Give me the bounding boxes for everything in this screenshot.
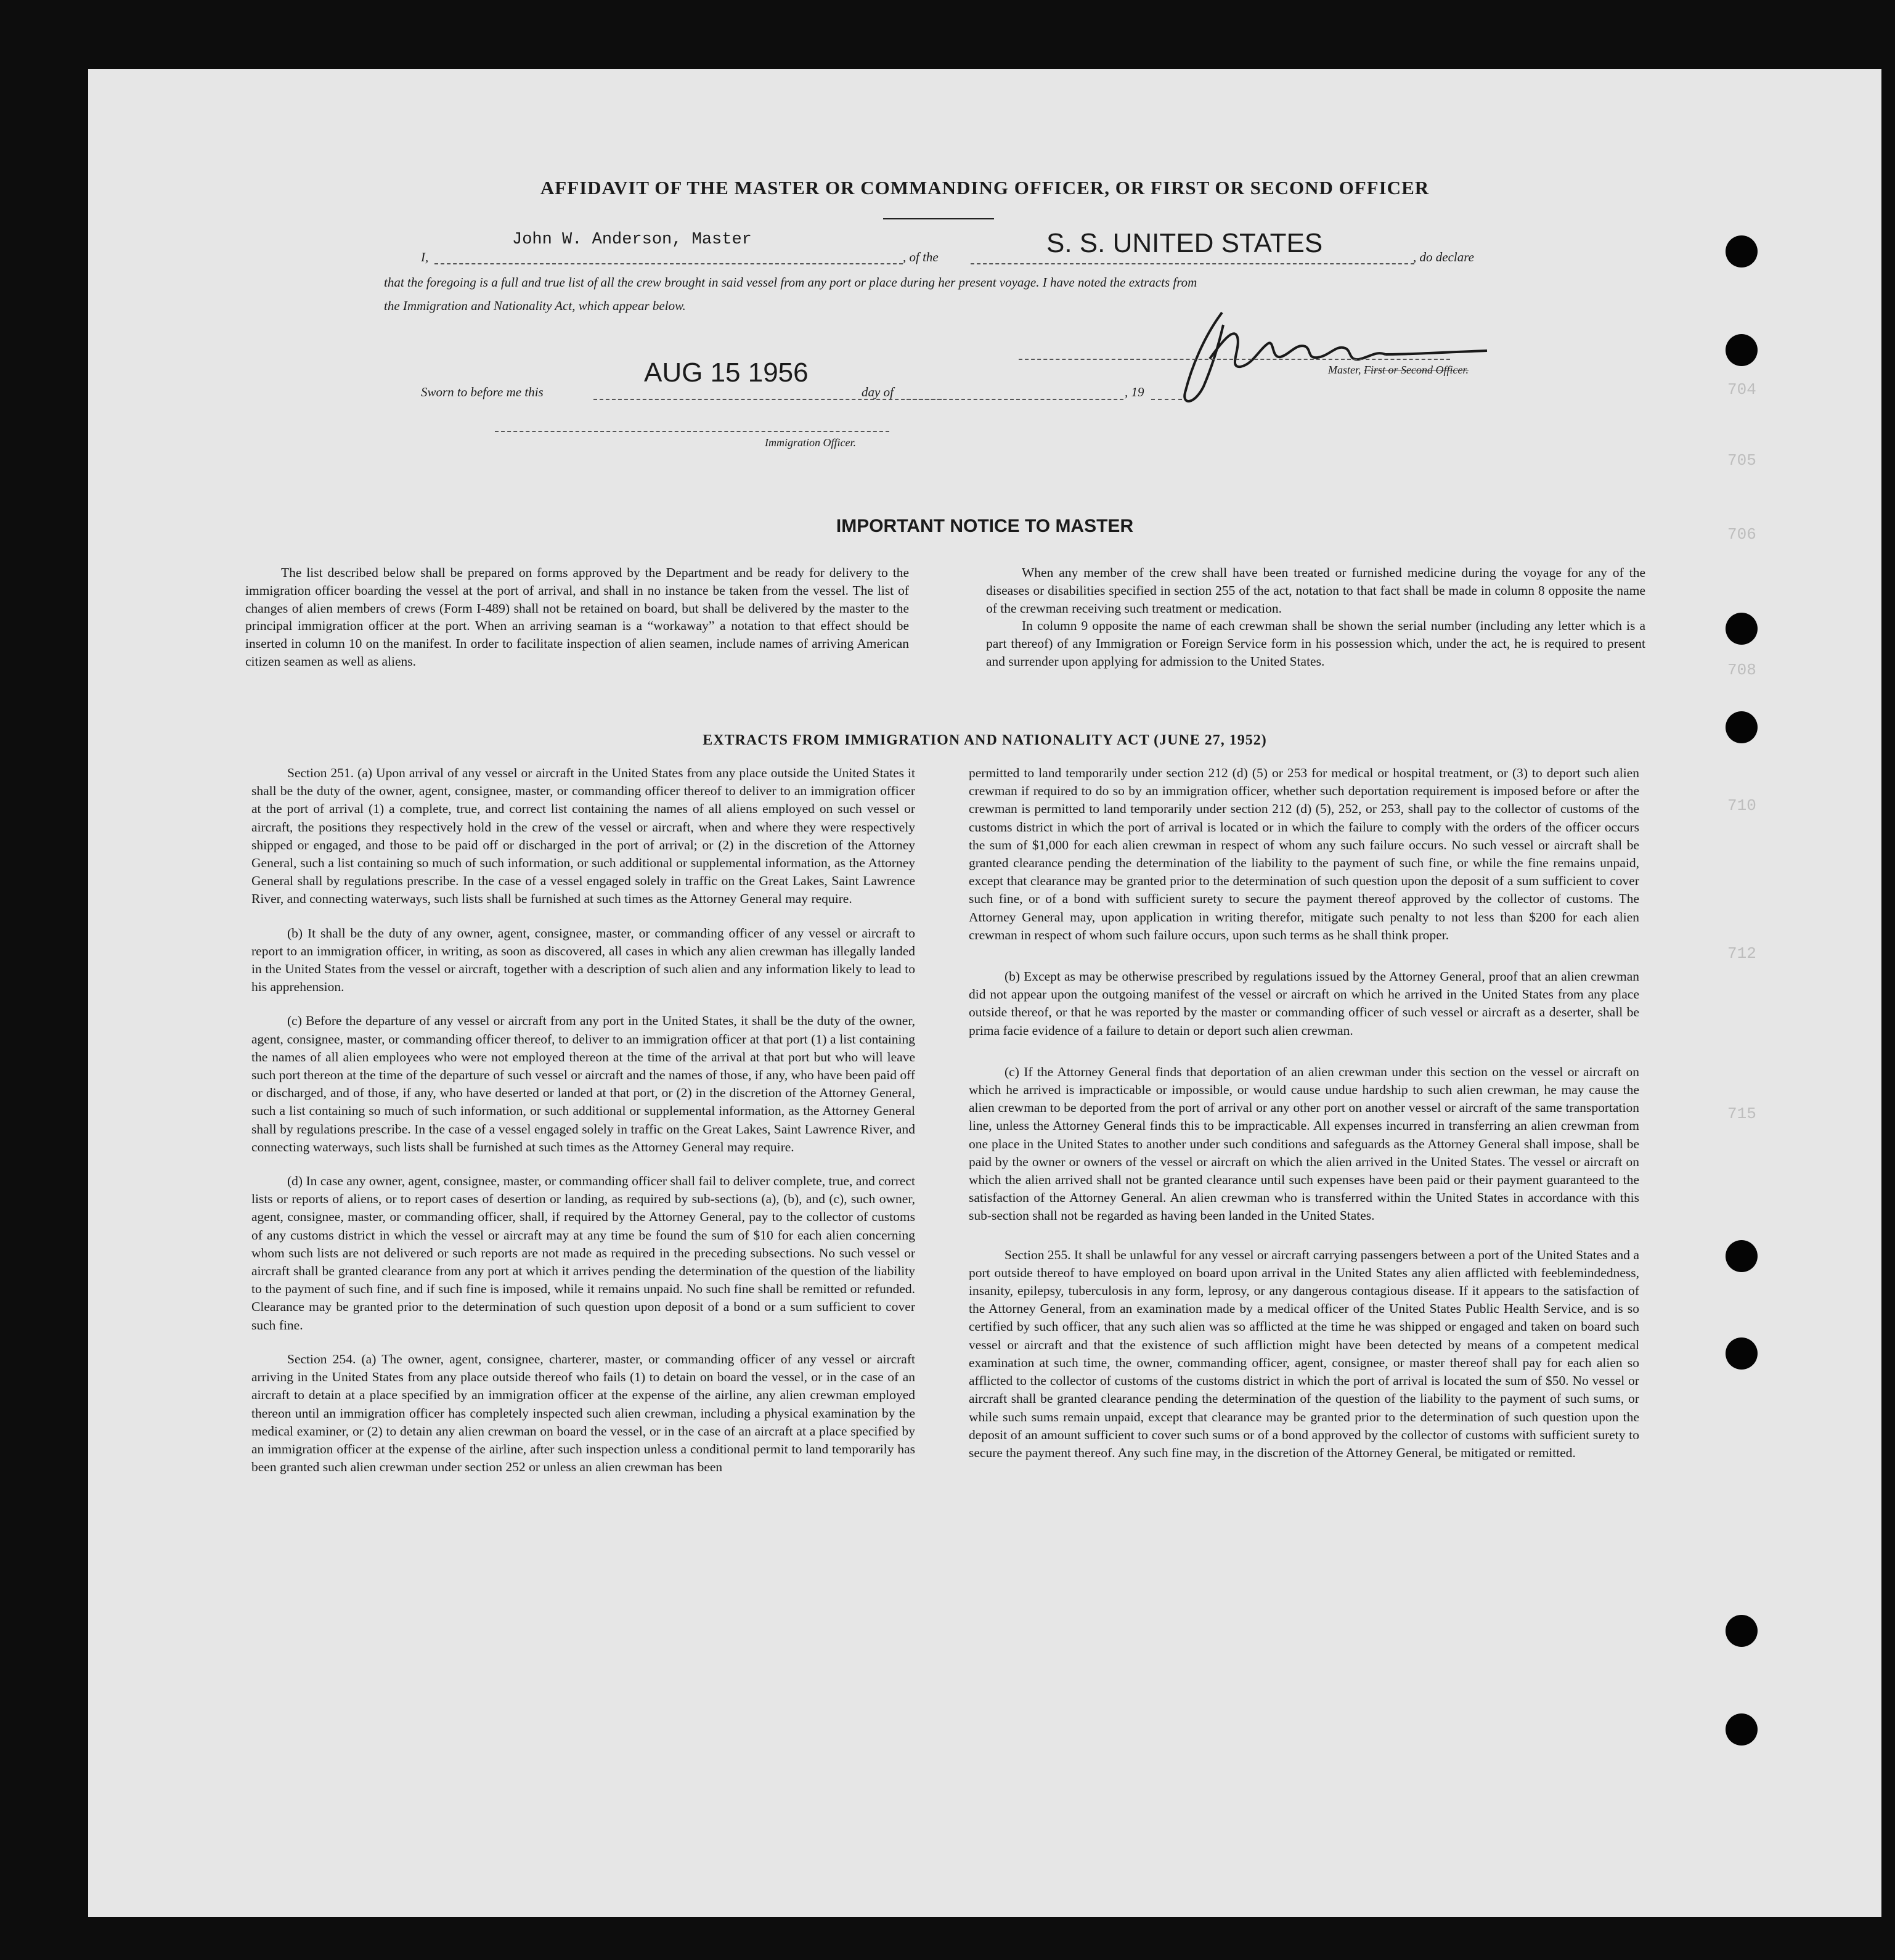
punch-hole [1726,1713,1758,1746]
section-251c: (c) Before the departure of any vessel or aircraft from any port in the United States, it shall be the duty of the owner, agent, consignee, master, or commanding officer thereof, to deliver to an immigration officer at that port (1) a list containing the names of all alien employees who were not employed thereon at the time of the arrival at that port but who will leave such port thereon at the time of the departure of such vessel or aircraft and the names of those, if any, who have been paid off or discharged, and of those, if any, who have deserted or landed at that port, or (2) in the discretion of the Attorney General, such a list containing so much of such information, or such additional or supplemental information, as the Attorney General shall by regulations prescribe. In the case of a vessel engaged solely in traffic on the Great Lakes, Saint Lawrence River, and connecting waterways, such lists shall be furnished at such times as the Attorney General may require. [251,1013,916,1154]
declarant-name: John W. Anderson, Master [512,231,752,249]
extracts-left-column [251,764,915,1476]
affidavit-title: AFFIDAVIT OF THE MASTER OR COMMANDING OFFICER, OR FIRST OR SECOND OFFICER [540,177,1430,198]
sworn-label: Sworn to before me this [421,385,544,399]
month-line [907,399,1123,400]
punch-hole [1726,711,1758,743]
of-the-label: , of the [903,250,939,264]
bleed-through-text: 705 [1727,451,1756,470]
section-254a: Section 254. (a) The owner, agent, consignee, charterer, master, or commanding officer of any vessel or aircraft arriving in the United States from any place outside thereof who fails (1) to detain on board the vessel, or in the case of an aircraft to detain at a place specified by an immigration officer at the expense of the airline, any alien crewman employed thereon until an immigration officer has completely inspected such alien crewman, including a physical examination by the medical examiner, or (2) to detain any alien crewman on board the vessel, or in the case of an aircraft at a place specified by an immigration officer at the expense of the airline, after such inspection unless a conditional permit to land temporarily has been granted such alien crewman under section 252 or unless an alien crewman has been [251,1351,915,1475]
title-rule [883,218,994,219]
section-251b: (b) It shall be the duty of any owner, agent, consignee, master, or commanding officer of any vessel or aircraft to report to an immigration officer, in writing, as soon as discovered, all cases in which any alien crewman has illegally landed in the United States from the vessel or aircraft, together with a description of such alien and any information likely to lead to his apprehension. [251,925,915,995]
master-signature [1167,300,1512,411]
punch-hole [1726,334,1758,366]
declaration-line-1: that the foregoing is a full and true list of all the crew brought in said vessel from any port or place during her present voyage. I have noted the extracts from [384,275,1197,290]
bleed-through-text: 712 [1727,944,1756,963]
signer-title [1328,364,1469,377]
officer-line [495,431,889,432]
declaration-line-2: the Immigration and Nationality Act, which appear below. [384,298,686,313]
signer-title-struck: First or Second Officer. [1364,364,1469,376]
document-page [88,69,1881,1917]
punch-hole [1726,235,1758,267]
bleed-through-text: 704 [1727,380,1756,399]
year-line [1151,399,1182,400]
section-251a: Section 251. (a) Upon arrival of any vessel or aircraft in the United States from any place outside the United States it shall be the duty of the owner, agent, consignee, master, or commanding officer thereof to deliver to an immigration officer at the port of arrival (1) a complete, true, and correct list containing the names of all aliens employed on such vessel or aircraft, the positions they respectively hold in the crew of the vessel or aircraft, when and where they were respectively shipped or engaged, and those to be paid off or discharged in the port of arrival; or (2) in the discretion of the Attorney General, such a list containing so much of such information, or such additional or supplemental information, as the Attorney General shall by regulations prescribe. In the case of a vessel engaged solely in traffic on the Great Lakes, Saint Lawrence River, and connecting waterways, such lists shall be furnished at such times as the Attorney General may require. [251,766,915,907]
punch-hole [1726,1615,1758,1647]
sworn-date-stamp: AUG 15 1956 [644,357,809,388]
section-255: Section 255. It shall be unlawful for any vessel or aircraft carrying passengers between a port of the United States and a port outside thereof to have employed on board upon arrival in the United States any alien afflicted with feeblemindedness, insanity, epilepsy, tuberculosis in any form, leprosy, or any dangerous contagious disease. If it appears to the satisfaction of the Attorney General, from an examination made by a medical officer of the United States Public Health Service, and is so certified by such officer, that any such alien was so afflicted at the time he was shipped or engaged and taken on board such vessel or aircraft and that the existence of such affliction might have been detected by means of a competent medical examination at such time, the owner, commanding officer, agent, consignee, or master thereof shall pay for each alien so afflicted to the collector of customs of the customs district in which the port of arrival is located the sum of $50. No vessel or aircraft shall be granted clearance pending the determination of the question of the liability to the payment of such sums, or while such sums remain unpaid, except that clearance may be granted prior to the determination of such question upon the deposit of an amount sufficient to cover such sums or of a bond approved by the collector of customs with sufficient surety to secure the payment thereof. Any such fine may, in the discretion of the Attorney General, be mitigated or remitted. [969,1247,1639,1460]
punch-hole [1726,1240,1758,1272]
signature-line [1019,359,1450,360]
section-254a-continued: permitted to land temporarily under section 212 (d) (5) or 253 for medical or hospital treatment, or (3) to deport such alien crewman if required to do so by an immigration officer, whether such deportation requirement is imposed before or after the crewman is permitted to land temporarily under section 212 (d) (5), 252, or 253, shall pay to the collector of customs of the customs district in which the port of arrival is located or in which the failure to comply with the orders of the officer occurs the sum of $1,000 for each alien crewman in respect of whom any such failure occurs. No such vessel or aircraft shall be granted clearance pending the determination of the liability to the payment of such fine, or while the fine remains unpaid, except that clearance may be granted prior to the determination of such question upon the deposit of a sum sufficient to cover such fine, or of a bond with sufficient surety to secure the payment thereof approved by the collector of customs. The Attorney General may, upon application in writing therefor, mitigate such penalty to not less than $200 for each alien crewman in respect of whom such failure occurs, upon such terms as he shall think proper. [969,766,1639,942]
punch-hole [1726,1337,1758,1370]
notice-right-paragraph-1: When any member of the crew shall have been treated or furnished medicine during the voyage for any of the diseases or disabilities specified in section 255 of the act, notation to that fact shall be made in column 8 opposite the name of the crewman receiving such treatment or medication. [986,565,1645,616]
bleed-through-text: 710 [1727,796,1756,815]
immigration-officer-label: Immigration Officer. [765,436,856,449]
notice-title: IMPORTANT NOTICE TO MASTER [836,516,1134,536]
notice-left-paragraph: The list described below shall be prepared on forms approved by the Department and be ready for delivery to the immigration officer boarding the vessel at the port of arrival, and shall in no instance be taken from the vessel. The list of changes of alien members of crews (Form I-489) shall not be retained on board, but shall be delivered by the master to the principal immigration officer at the port. When an arriving seaman is a “workaway” a notation to that effect should be inserted in column 10 on the manifest. In order to facilitate inspection of alien seamen, include names of arriving American citizen seamen as well as aliens. [245,565,909,669]
section-254b: (b) Except as may be otherwise prescribed by regulations issued by the Attorney General, proof that an alien crewman did not appear upon the outgoing manifest of the vessel or aircraft on which he arrived in the United States from any place outside thereof, or that he was reported by the master or commanding officer of such vessel or aircraft as a deserter, shall be prima facie evidence of a failure to detain or deport such alien crewman. [969,969,1639,1038]
bleed-through-text: 706 [1727,525,1756,544]
vessel-name: S. S. UNITED STATES [1046,228,1323,258]
section-254c: (c) If the Attorney General finds that deportation of an alien crewman under this section on the vessel or aircraft on which he arrived is impracticable or impossible, or would cause undue hardship to such alien crewman, he may cause the alien crewman to be deported from the port of arrival or any other port on another vessel or aircraft of the same transportation line, unless the Attorney General finds this to be impracticable. All expenses incurred in transferring an alien crewman from one place in the United States to another under such conditions and safeguards as the Attorney General shall impose, shall be paid by the owner or owners of the vessel or aircraft on which the alien arrived in the United States. The vessel or aircraft on which the alien arrived shall not be granted clearance until such expenses have been paid or their payment guaranteed to the satisfaction of the Attorney General. An alien crewman who is transferred within the United States in accordance with this sub-section shall not be regarded as having been landed in the United States. [969,1064,1639,1223]
bleed-through-text: 715 [1727,1105,1756,1123]
signer-title-master: Master, [1328,364,1361,376]
notice-right-column [986,564,1645,671]
notice-left-column [245,564,909,671]
bleed-through-text: 708 [1727,661,1756,679]
day-of-label: day of [862,385,894,399]
do-declare-label: , do declare [1413,250,1474,264]
vessel-line [971,263,1414,264]
section-251d: (d) In case any owner, agent, consignee, master, or commanding officer shall fail to deliver complete, true, and correct lists or reports of aliens, or to report cases of desertion or landing, as required by sub-sections (a), (b), and (c), such owner, agent, consignee, master, or commanding officer, shall, if required by the Attorney General, pay to the collector of customs of any customs district in which the vessel or aircraft may at any time be found the sum of $10 for each alien concerning whom such lists are not delivered or such reports are not made as required in the preceding subsections. No such vessel or aircraft shall be granted clearance from any port at which it arrives pending the determination of the question of the liability to the payment of such fine, and if such fine is imposed, while it remains unpaid. No such fine shall be remitted or refunded. Clearance may be granted prior to the determination of such question upon deposit of a bond or a sum sufficient to cover such fine. [251,1174,915,1333]
extracts-right-column [969,764,1639,1462]
punch-hole [1726,613,1758,645]
declarant-line [434,263,903,264]
year-prefix-label: , 19 [1125,385,1144,399]
extracts-title: EXTRACTS FROM IMMIGRATION AND NATIONALITY ACT (JUNE 27, 1952) [703,732,1267,748]
i-label: I, [421,250,429,264]
notice-right-paragraph-2: In column 9 opposite the name of each crewman shall be shown the serial number (including any letter which is a part thereof) of any Immigration or Foreign Service form in his possession which, under the act, he is required to present and surrender upon applying for admission to the United States. [986,618,1645,669]
